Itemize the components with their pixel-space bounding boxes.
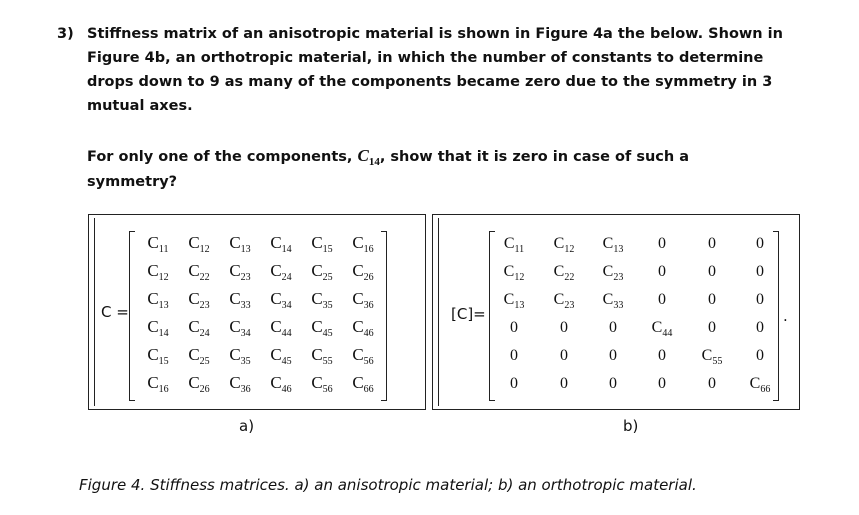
cell-index: 14 [158,328,169,339]
cell-symbol: C [749,375,761,392]
cell-index: 23 [613,272,624,283]
figure-caption: Figure 4. Stiffness matrices. a) an anisotropic material; b) an orthotropic material. [79,476,697,494]
matrix-a-cell [299,345,345,365]
question-line: Figure 4b, an orthotropic material, in which the number of constants to determine [87,50,764,66]
cell-symbol: C [147,261,159,280]
matrix-b [489,229,779,403]
matrix-b-cell: 0 [756,235,764,252]
cell-symbol: C [352,289,364,308]
matrix-b-cell: 0 [756,347,764,364]
cell-index: 36 [240,384,251,395]
cell-index: 11 [514,244,525,255]
matrix-b-cell: 0 [560,319,568,336]
matrix-a-cell [135,317,181,337]
cell-index: 22 [564,272,575,283]
matrix-a-cell [135,289,181,309]
cell-symbol: C [651,319,663,336]
matrix-b-cell: 0 [708,291,716,308]
matrix-a-cell [258,345,304,365]
matrix-a-cell [258,317,304,337]
matrix-a-caption: a) [239,417,255,435]
matrix-a-panel [88,214,426,435]
matrix-a-cell [299,317,345,337]
matrix-a-cell [258,233,304,253]
matrix-b-cell [637,319,687,337]
cell-symbol: C [147,345,159,364]
cell-symbol: C [147,317,159,336]
cell-symbol: C [229,345,241,364]
matrix-b-label: [C]= [451,305,486,323]
cell-index: 66 [760,384,771,395]
cell-symbol: C [602,235,614,252]
cell-symbol: C [352,345,364,364]
matrix-b-cell [588,263,638,281]
matrix-b-cell: 0 [658,235,666,252]
matrix-b-cell [539,235,589,253]
c14-symbol: $C_{14}$ [357,146,380,168]
cell-index: 25 [199,356,210,367]
matrix-a-cell [217,289,263,309]
matrix-b-caption: b) [623,417,639,435]
cell-symbol: C [147,289,159,308]
matrix-b-cell: 0 [708,319,716,336]
cell-symbol: C [352,261,364,280]
matrix-a-cell [340,233,386,253]
cell-symbol: C [503,291,515,308]
matrix-b-cell: 0 [609,319,617,336]
cell-symbol: C [229,317,241,336]
matrix-b-cell: 0 [658,263,666,280]
cell-symbol: C [311,373,323,392]
question-line: mutual axes. [87,98,193,114]
sub-question-line-1 [87,144,727,170]
cell-symbol: C [147,373,159,392]
cell-symbol: C [311,289,323,308]
cell-index: 23 [199,300,210,311]
cell-symbol: C [270,317,282,336]
cell-index: 46 [363,328,374,339]
cell-symbol: C [311,261,323,280]
sub-question-line-2: symmetry? [87,174,178,190]
matrix-a-cell [217,373,263,393]
matrix-b-cell: 0 [708,375,716,392]
matrix-a-cell [340,317,386,337]
cell-symbol: C [602,291,614,308]
matrix-b-cell: 0 [658,291,666,308]
cell-index: 44 [281,328,292,339]
cell-symbol: C [553,291,565,308]
matrix-a-cell [176,289,222,309]
question-text [87,22,783,118]
cell-symbol: C [311,233,323,252]
cell-index: 36 [363,300,374,311]
matrix-b-cell: 0 [609,347,617,364]
question-line: drops down to 9 as many of the components became zero due to the symmetry in 3 [87,74,773,90]
cell-symbol: C [229,261,241,280]
cell-index: 12 [514,272,525,283]
matrix-b-cell: 0 [510,347,518,364]
matrix-a-cell [176,317,222,337]
cell-index: 23 [564,300,575,311]
cell-index: 23 [240,272,251,283]
cell-index: 66 [363,384,374,395]
cell-symbol: C [270,345,282,364]
matrix-a-cell [258,373,304,393]
cell-index: 22 [199,272,210,283]
matrix-a-cell [135,233,181,253]
cell-index: 26 [199,384,210,395]
cell-index: 11 [158,244,169,255]
matrix-a-cell [176,261,222,281]
question-line: Stiffness matrix of an anisotropic material is shown in Figure 4a the below. Shown in [87,26,783,42]
matrix-a-cell [340,345,386,365]
cell-index: 45 [281,356,292,367]
cell-index: 16 [158,384,169,395]
cell-symbol: C [311,345,323,364]
matrix-b-cell: 0 [756,291,764,308]
matrix-b-cell: 0 [708,263,716,280]
matrix-a-cell [135,261,181,281]
matrix-b-cell [539,263,589,281]
matrix-b-cell [687,347,737,365]
cell-index: 55 [712,356,723,367]
matrix-b-cell: 0 [609,375,617,392]
matrix-b-cell: 0 [560,375,568,392]
cell-index: 15 [158,356,169,367]
matrix-b-cell [735,375,785,393]
matrix-a-cell [176,233,222,253]
cell-symbol: C [270,233,282,252]
matrix-b-cell: 0 [658,347,666,364]
cell-index: 56 [363,356,374,367]
cell-symbol: C [602,263,614,280]
matrix-a-cell [340,373,386,393]
cell-index: 24 [199,328,210,339]
matrix-a-cell [340,289,386,309]
cell-index: 13 [158,300,169,311]
cell-index: 33 [613,300,624,311]
matrix-b-cell [588,291,638,309]
matrix-a-cell [135,345,181,365]
matrix-b-cell [588,235,638,253]
matrix-b-cell: 0 [756,319,764,336]
matrix-b-cell: 0 [708,235,716,252]
cell-index: 25 [322,272,333,283]
cell-symbol: C [188,289,200,308]
cell-symbol: C [701,347,713,364]
cell-symbol: C [188,345,200,364]
matrix-a-cell [299,289,345,309]
sub-question [87,144,727,194]
matrix-a-cell [217,317,263,337]
cell-index: 16 [363,244,374,255]
cell-index: 13 [613,244,624,255]
matrix-a-cell [299,233,345,253]
matrix-b-cell [489,263,539,281]
matrix-a-cell [217,345,263,365]
matrix-a-label: C = [101,303,129,321]
cell-index: 44 [662,328,673,339]
cell-symbol: C [503,263,515,280]
cell-index: 46 [281,384,292,395]
cell-symbol: C [352,233,364,252]
cell-symbol: C [311,317,323,336]
matrix-a-cell [176,345,222,365]
matrix-b-trailing: . [783,307,788,325]
cell-symbol: C [352,317,364,336]
cell-index: 12 [564,244,575,255]
cell-index: 26 [363,272,374,283]
cell-symbol: C [147,233,159,252]
matrix-a-cell [258,261,304,281]
cell-index: 34 [240,328,251,339]
matrix-b-cell [539,291,589,309]
matrix-a-cell [217,233,263,253]
cell-symbol: C [229,289,241,308]
cell-index: 45 [322,328,333,339]
matrix-a-cell [299,261,345,281]
cell-index: 33 [240,300,251,311]
matrix-a [129,229,385,403]
matrix-b-cell: 0 [658,375,666,392]
cell-symbol: C [270,373,282,392]
cell-index: 56 [322,384,333,395]
cell-index: 12 [199,244,210,255]
matrix-a-cell [258,289,304,309]
cell-index: 24 [281,272,292,283]
cell-index: 35 [322,300,333,311]
matrix-a-cell [217,261,263,281]
matrix-b-cell: 0 [510,319,518,336]
cell-index: 35 [240,356,251,367]
matrix-a-cell [176,373,222,393]
cell-symbol: C [229,373,241,392]
cell-index: 13 [514,300,525,311]
cell-symbol: C [270,289,282,308]
cell-symbol: C [352,373,364,392]
panel-divider [438,218,439,406]
cell-index: 55 [322,356,333,367]
cell-index: 15 [322,244,333,255]
cell-index: 13 [240,244,251,255]
matrix-b-cell: 0 [510,375,518,392]
cell-symbol: C [188,233,200,252]
cell-symbol: C [229,233,241,252]
matrix-b-cell: 0 [560,347,568,364]
matrix-b-cell [489,235,539,253]
sub-question-prefix: For only one of the components, [87,149,353,165]
panel-divider [94,218,95,406]
cell-index: 34 [281,300,292,311]
cell-symbol: C [188,317,200,336]
matrix-b-cell [489,291,539,309]
question-number: 3) [57,26,74,42]
cell-symbol: C [188,373,200,392]
cell-symbol: C [188,261,200,280]
cell-symbol: C [503,235,515,252]
sub-question-suffix: , show that it is zero in case of such a [379,149,690,165]
matrix-a-cell [135,373,181,393]
cell-index: 14 [281,244,292,255]
matrix-b-cell: 0 [756,263,764,280]
cell-symbol: C [553,263,565,280]
cell-index: 12 [158,272,169,283]
cell-symbol: C [553,235,565,252]
matrix-a-cell [340,261,386,281]
matrix-b-panel [432,214,800,435]
matrix-a-cell [299,373,345,393]
cell-symbol: C [270,261,282,280]
